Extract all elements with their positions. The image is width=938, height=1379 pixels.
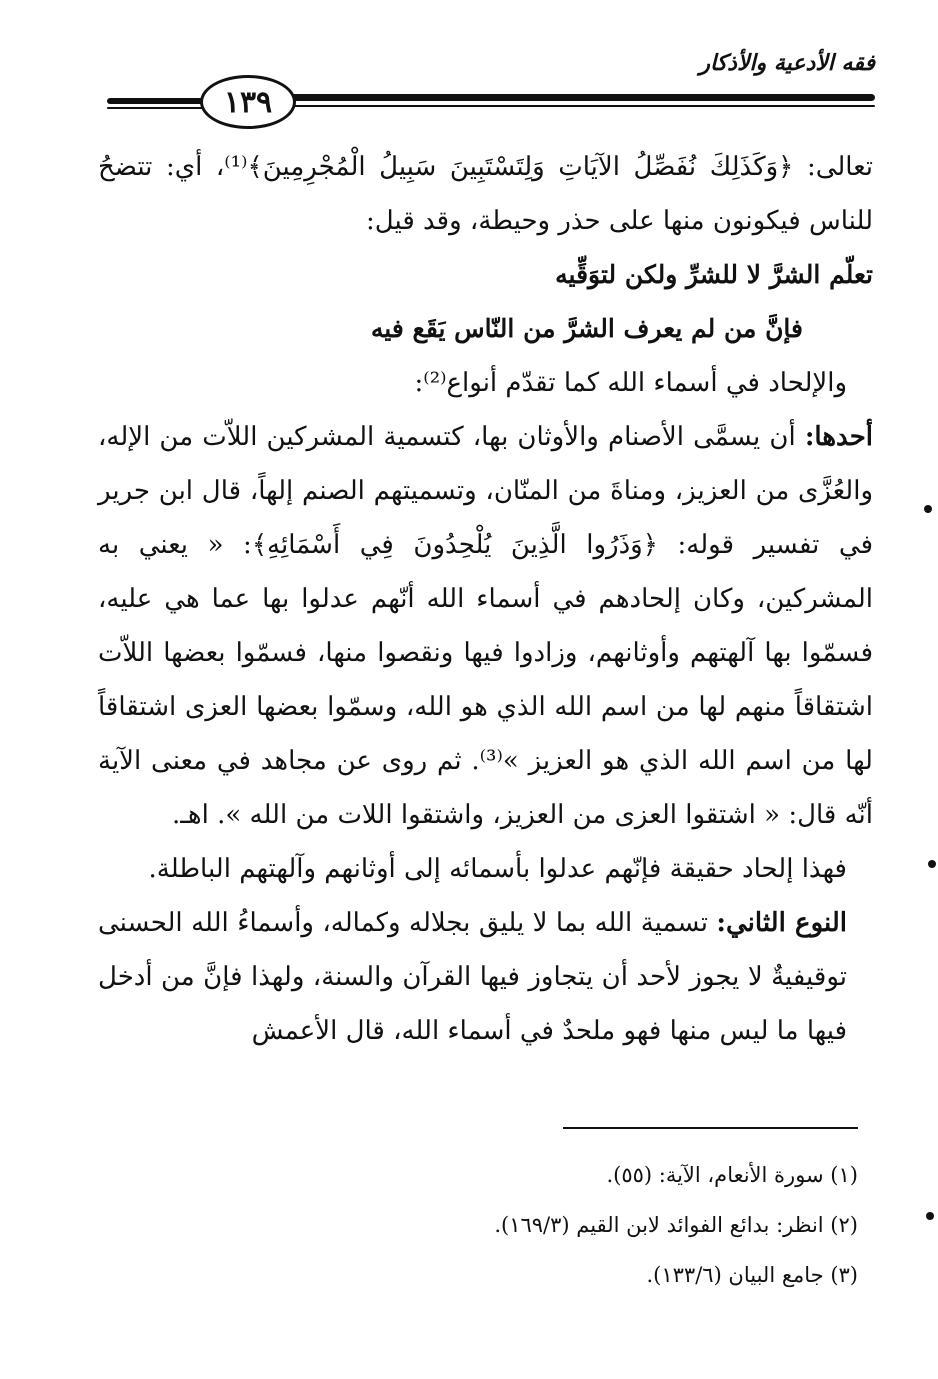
- footnote: (٢) انظر: بدائع الفوائد لابن القيم (١٦٩/٣).: [494, 1213, 858, 1237]
- footnote: (١) سورة الأنعام، الآية: (٥٥).: [606, 1163, 858, 1187]
- scan-mark: [928, 860, 936, 868]
- header-rule: [285, 105, 875, 107]
- main-text: [98, 140, 873, 1058]
- paragraph: والإلحاد في أسماء الله كما تقدّم أنواع⁽²⁾:: [414, 368, 847, 398]
- paragraph: [98, 410, 873, 842]
- running-title: فقه الأدعية والأذكار: [699, 50, 875, 76]
- header-rule: [107, 98, 207, 104]
- paragraph-text: تسمية الله بما لا يليق بجلاله وكماله، وأسماءُ الله الحسنى توقيفيةٌ لا يجوز لأحد أن يتجاوز فيها القرآن والسنة، ولهذا فإنَّ من أدخل فيها ما ليس منها فهو ملحدٌ في أسماء الله، قال الأعمش: [98, 908, 847, 1046]
- section-label: أحدها:: [804, 422, 873, 452]
- footnotes: [98, 1150, 858, 1300]
- scan-mark: [924, 505, 932, 513]
- paragraph: فهذا إلحاد حقيقة فإنّهم عدلوا بأسمائه إلى أوثانهم وآلهتهم الباطلة.: [148, 854, 847, 884]
- page-header: [95, 40, 875, 130]
- section-label: النوع الثاني:: [716, 908, 847, 938]
- poem-line: فإنَّ من لم يعرف الشرَّ من النّاس يَقَع فيه: [370, 314, 803, 343]
- paragraph-text: أن يسمَّى الأصنام والأوثان بها، كتسمية المشركين اللاّت من الإله، والعُزَّى من العزيز، ومناةَ من المنّان، وتسميتهم الصنم إلهاً، قال ابن جرير في تفسير قوله: ﴿وَذَرُوا الَّذِينَ يُلْحِدُونَ فِي أَسْمَائِهِ﴾: « يعني به المشركين، وكان إلحادهم في أسماء الله أنّهم عدلوا بها عما هي عليه، فسمّوا بها آلهتهم وأوثانهم، وزادوا فيها ونقصوا منها، فسمّوا بعضها اللاّت اشتقاقاً منهم لها من اسم الله الذي هو الله، وسمّوا بعضها العزى اشتقاقاً لها من اسم الله الذي هو العزيز »⁽³⁾. ثم روى عن مجاهد في معنى الآية أنّه قال: « اشتقوا العزى من العزيز، واشتقوا اللات من الله ». اهـ.: [98, 422, 873, 830]
- footnote: (٣) جامع البيان (١٣٣/٦).: [646, 1263, 858, 1287]
- poem-line: تعلّم الشرَّ لا للشرِّ ولكن لتوَقِّيه: [555, 260, 873, 289]
- paragraph: تعالى: ﴿وَكَذَلِكَ نُفَصِّلُ الآيَاتِ وَلِتَسْتَبِينَ سَبِيلُ الْمُجْرِمِينَ﴾⁽¹⁾، أي: تتضحُ للناس فيكونون منها على حذر وحيطة، وقد قيل:: [98, 152, 873, 236]
- footnote-divider: [563, 1127, 858, 1129]
- page-number: ١٣٩: [200, 75, 296, 129]
- header-rule: [107, 107, 207, 109]
- header-rule: [285, 94, 875, 101]
- paragraph: [98, 896, 873, 1058]
- scan-mark: [926, 1212, 934, 1220]
